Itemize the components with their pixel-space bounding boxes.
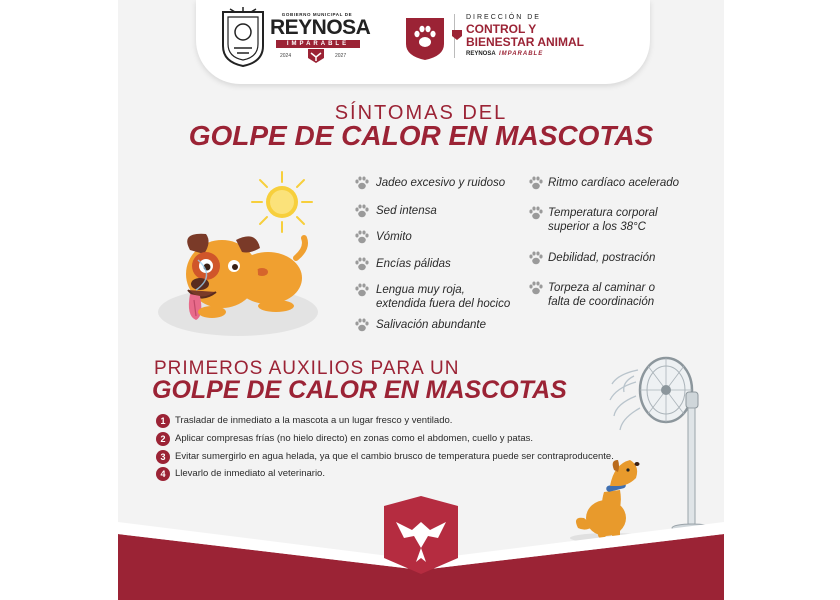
symptom-line: Vómito (376, 231, 412, 243)
symptom-line: Debilidad, postración (548, 252, 656, 264)
eagle-emblem-icon (307, 48, 325, 64)
paw-icon (354, 282, 370, 298)
symptom-item (548, 251, 655, 265)
symptom-item (376, 318, 486, 332)
symptom-item (376, 204, 437, 218)
step-text: Aplicar compresas frías (no hielo directo) en zonas como el abdomen, cuello y patas. (175, 433, 534, 444)
symptom-item (548, 176, 679, 190)
dept-city: REYNOSA (466, 51, 496, 57)
paw-shield-icon (404, 14, 446, 62)
symptom-line: Sed intensa (376, 205, 437, 217)
city-seal-icon (220, 6, 266, 68)
small-shield-icon (452, 30, 462, 41)
symptom-item (376, 283, 510, 311)
symptom-line: superior a los 38°C (548, 221, 646, 233)
dept-line3: BIENESTAR ANIMAL (466, 35, 584, 49)
eagle-emblem-icon (382, 496, 460, 576)
symptom-item (548, 206, 658, 234)
symptoms-title-bold: GOLPE DE CALOR EN MASCOTAS (188, 120, 654, 151)
dept-line2: CONTROL Y (466, 22, 537, 36)
paw-icon (528, 175, 544, 191)
firstaid-title-light: PRIMEROS AUXILIOS PARA UN (154, 358, 460, 379)
symptom-line: falta de coordinación (548, 296, 655, 308)
step-number: 2 (156, 432, 170, 446)
symptom-item (376, 176, 505, 190)
symptom-line: Torpeza al caminar o (548, 282, 655, 294)
year-start: 2024 (280, 53, 292, 59)
infographic-poster (118, 0, 724, 600)
city-tagline: IMPARABLE (276, 40, 360, 48)
symptom-item (376, 230, 412, 244)
step-text: Trasladar de inmediato a la mascota a un lugar fresco y ventilado. (175, 415, 453, 426)
symptom-line: Jadeo excesivo y ruidoso (376, 177, 506, 189)
gov-label: GOBIERNO MUNICIPAL DE (281, 12, 353, 17)
symptom-item (376, 257, 451, 271)
year-end: 2027 (335, 53, 347, 59)
dept-tag: IMPARABLE (499, 51, 544, 57)
city-name: REYNOSA (270, 16, 371, 39)
symptom-line: extendida fuera del hocico (376, 298, 511, 310)
symptom-line: Encías pálidas (376, 258, 451, 270)
step-text: Llevarlo de inmediato al veterinario. (175, 468, 325, 479)
step-number: 4 (156, 467, 170, 481)
paw-icon (354, 317, 370, 333)
symptom-line: Salivación abundante (376, 319, 486, 331)
paw-icon (528, 205, 544, 221)
step-text: Evitar sumergirlo en agua helada, ya que el cambio brusco de temperatura puede ser contraproducente. (175, 451, 614, 462)
symptom-line: Lengua muy roja, (376, 284, 465, 296)
header-card (196, 0, 650, 84)
paw-icon (528, 250, 544, 266)
dog-illustration-icon (156, 220, 320, 340)
paw-icon (354, 229, 370, 245)
symptoms-title-light: SÍNTOMAS DEL (334, 102, 508, 124)
step-number: 1 (156, 414, 170, 428)
paw-icon (354, 175, 370, 191)
firstaid-title-bold: GOLPE DE CALOR EN MASCOTAS (152, 376, 567, 404)
dept-line1: DIRECCIÓN DE (466, 14, 541, 21)
symptom-line: Ritmo cardíaco acelerado (548, 177, 680, 189)
paw-icon (354, 203, 370, 219)
symptom-line: Temperatura corporal (548, 207, 658, 219)
paw-icon (528, 280, 544, 296)
paw-icon (354, 256, 370, 272)
step-number: 3 (156, 450, 170, 464)
symptom-item (548, 281, 655, 309)
